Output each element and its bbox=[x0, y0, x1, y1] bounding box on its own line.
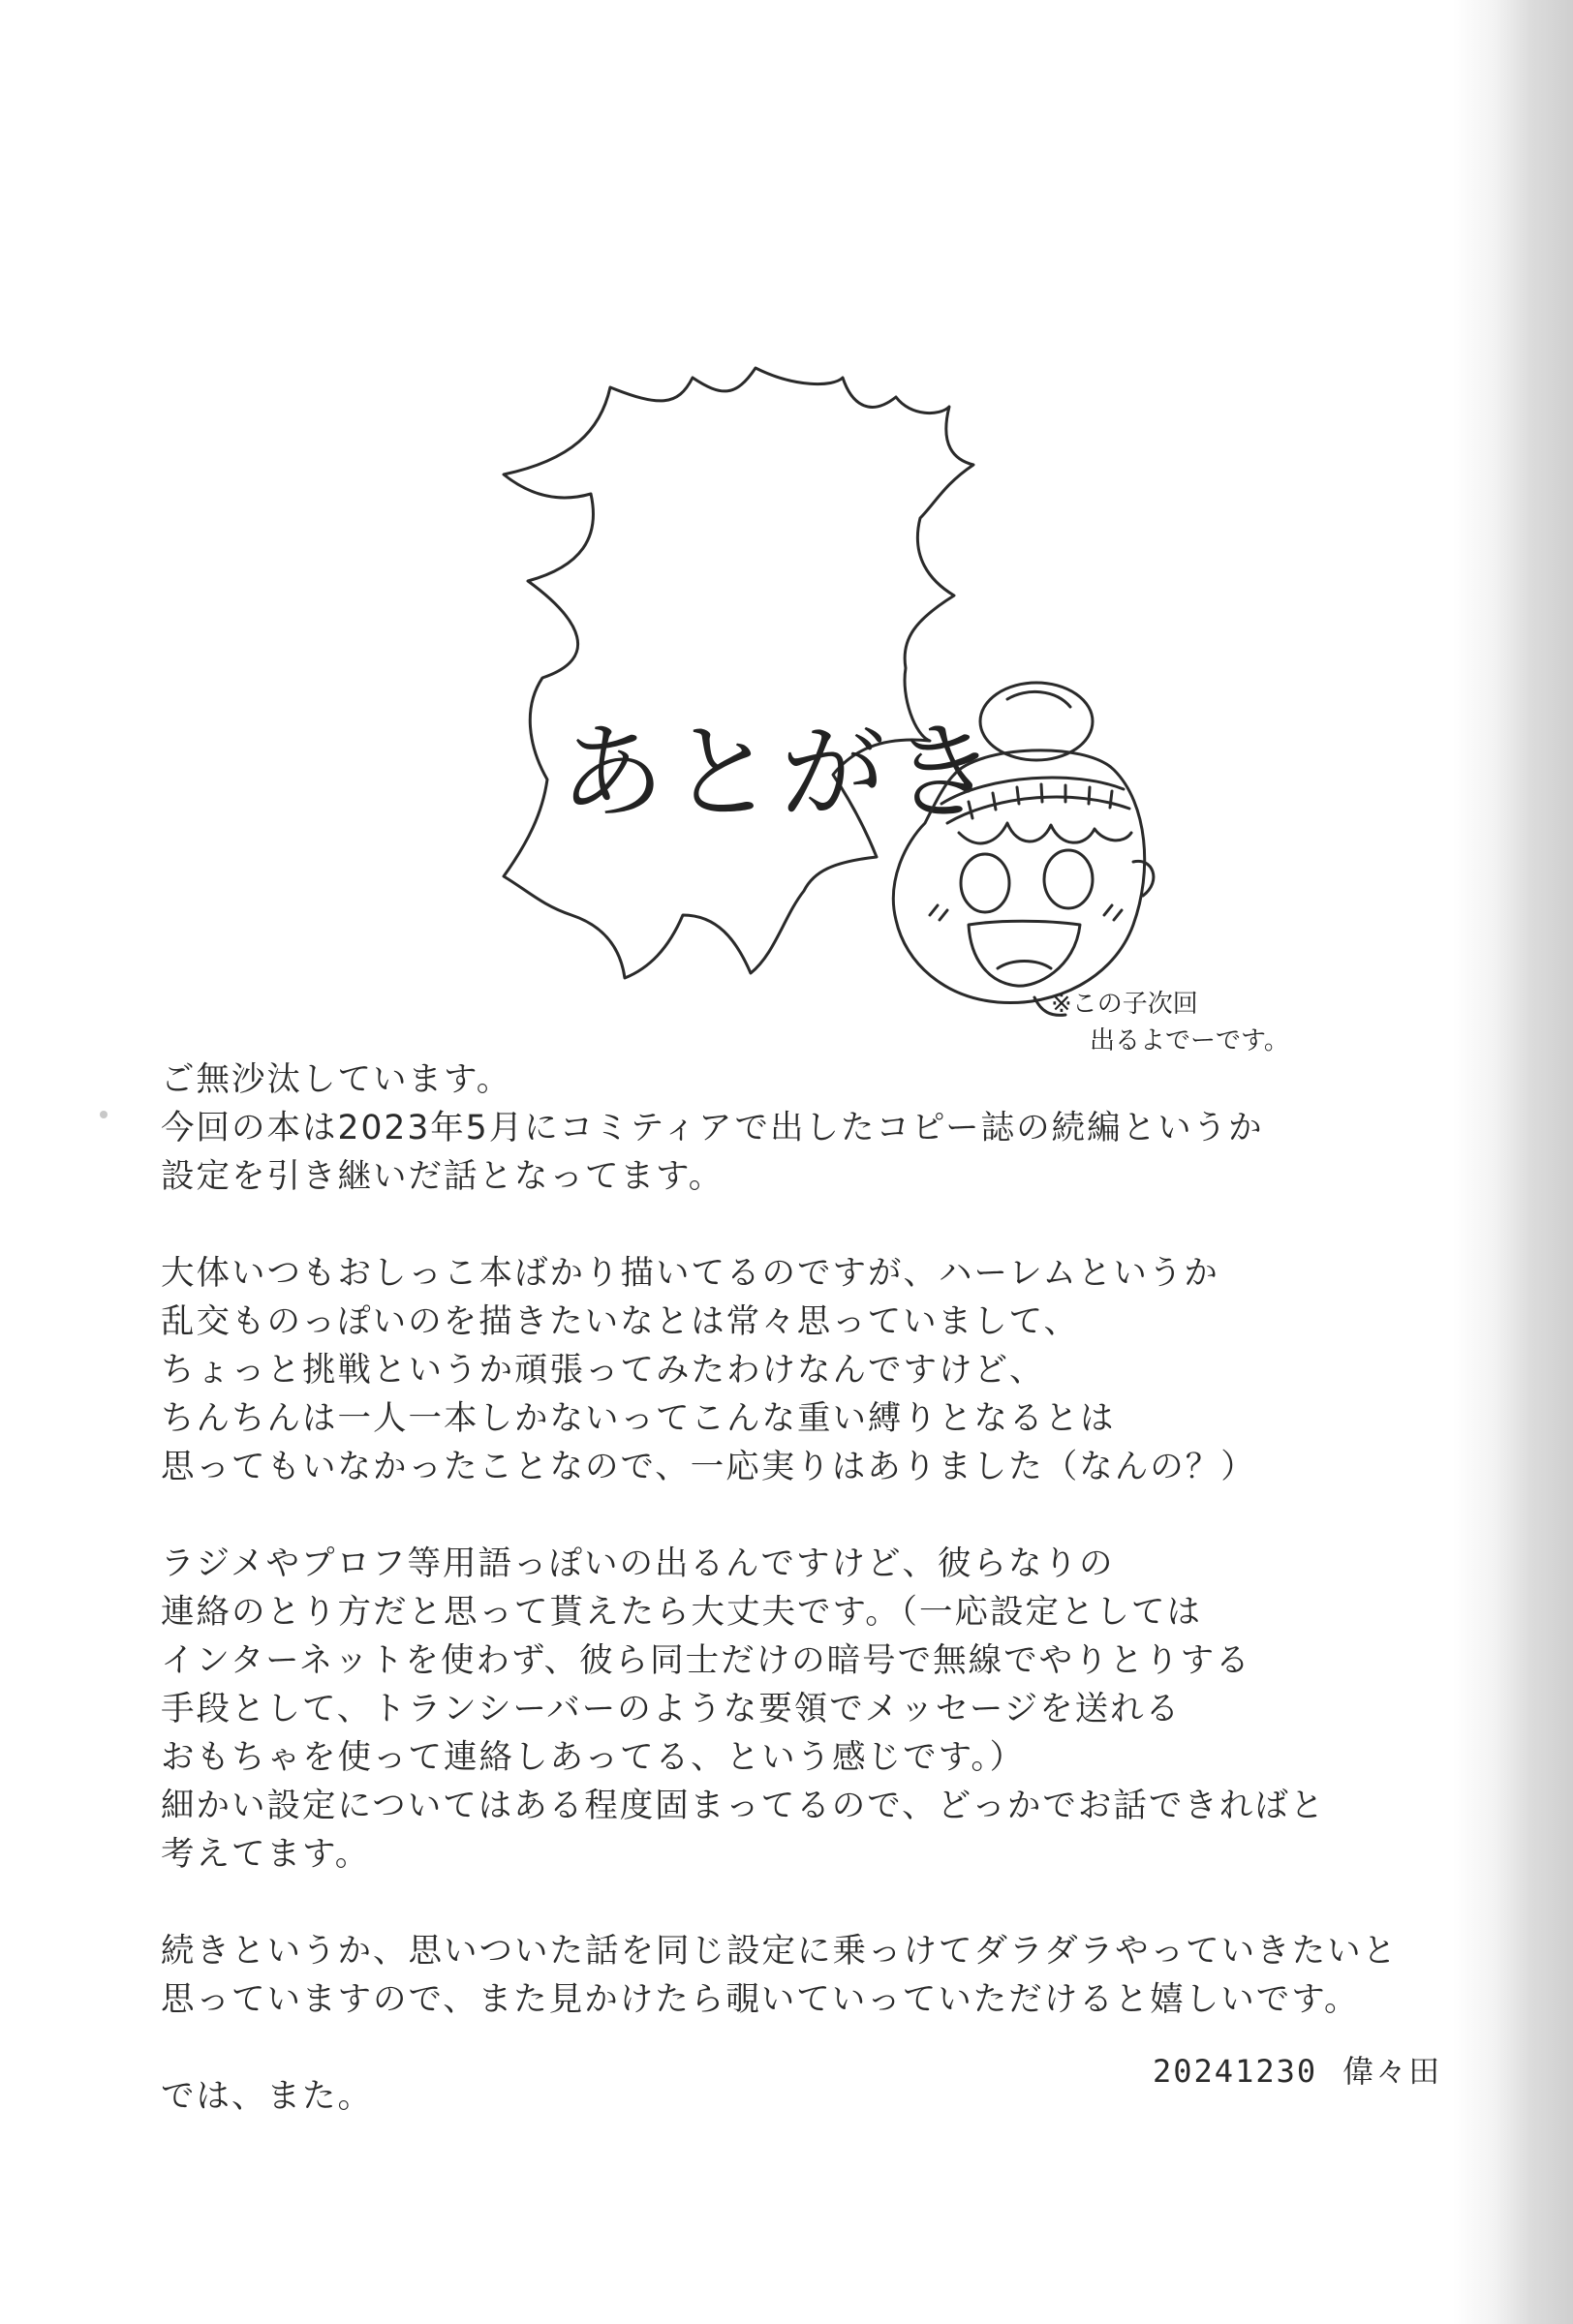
paragraph-setting bbox=[161, 1540, 1420, 1879]
text-line: 細かい設定についてはある程度固まってるので、どっかでお話できればと bbox=[161, 1787, 1326, 1825]
paragraph-greeting bbox=[161, 1055, 1420, 1201]
text-line: ご無沙汰しています。 bbox=[161, 1060, 512, 1099]
text-line: 続きというか、思いついた話を同じ設定に乗っけてダラダラやっていきたいと bbox=[161, 1932, 1399, 1971]
signature-author: 偉々田 bbox=[1342, 2053, 1442, 2090]
text-line: 設定を引き継いだ話となってます。 bbox=[161, 1157, 725, 1196]
text-line: おもちゃを使って連絡しあってる、という感じです。） bbox=[161, 1738, 1026, 1777]
text-line: 思ってもいなかったことなので、一応実りはありました（なんの？） bbox=[161, 1448, 1256, 1486]
afterword-title: あとがき bbox=[560, 713, 1002, 834]
text-line: 大体いつもおしっこ本ばかり描いてるのですが、ハーレムというか bbox=[161, 1254, 1219, 1293]
text-line: 乱交ものっぽいのを描きたいなとは常々思っていまして、 bbox=[161, 1302, 1079, 1341]
left-eye bbox=[961, 854, 1009, 912]
heading-illustration bbox=[0, 0, 1573, 1085]
signature-date: 20241230 bbox=[1153, 2053, 1318, 2090]
text-line: では、また。 bbox=[161, 2077, 373, 2116]
signature bbox=[1153, 2047, 1441, 2092]
scan-speck bbox=[100, 1111, 108, 1118]
character-note-line-2: 出るよでーです。 bbox=[1090, 1026, 1289, 1055]
text-line: 考えてます。 bbox=[161, 1835, 371, 1874]
text-line: ラジメやプロフ等用語っぽいの出るんですけど、彼らなりの bbox=[161, 1544, 1115, 1583]
text-line: 手段として、トランシーバーのような要領でメッセージを送れる bbox=[161, 1690, 1182, 1728]
open-mouth bbox=[969, 921, 1080, 986]
text-line: 思っていますので、また見かけたら覗いていっていただけると嬉しいです。 bbox=[161, 1980, 1360, 2019]
text-line: 今回の本は2023年5月にコミティアで出したコピー誌の続編というか bbox=[161, 1109, 1264, 1147]
right-eye bbox=[1044, 850, 1093, 908]
afterword-body bbox=[161, 1055, 1420, 2169]
paragraph-challenge bbox=[161, 1249, 1420, 1491]
text-line: ちょっと挑戦というか頑張ってみたわけなんですけど、 bbox=[161, 1351, 1045, 1390]
text-line: インターネットを使わず、彼ら同士だけの暗号で無線でやりとりする bbox=[161, 1641, 1251, 1680]
text-line: ちんちんは一人一本しかないってこんな重い縛りとなるとは bbox=[161, 1399, 1116, 1438]
character-note-line-1: ※この子次回 bbox=[1051, 990, 1198, 1019]
speech-burst bbox=[504, 368, 973, 978]
text-line: 連絡のとり方だと思って貰えたら大丈夫です。（一応設定としては bbox=[161, 1593, 1202, 1632]
paragraph-continuation bbox=[161, 1927, 1420, 2024]
